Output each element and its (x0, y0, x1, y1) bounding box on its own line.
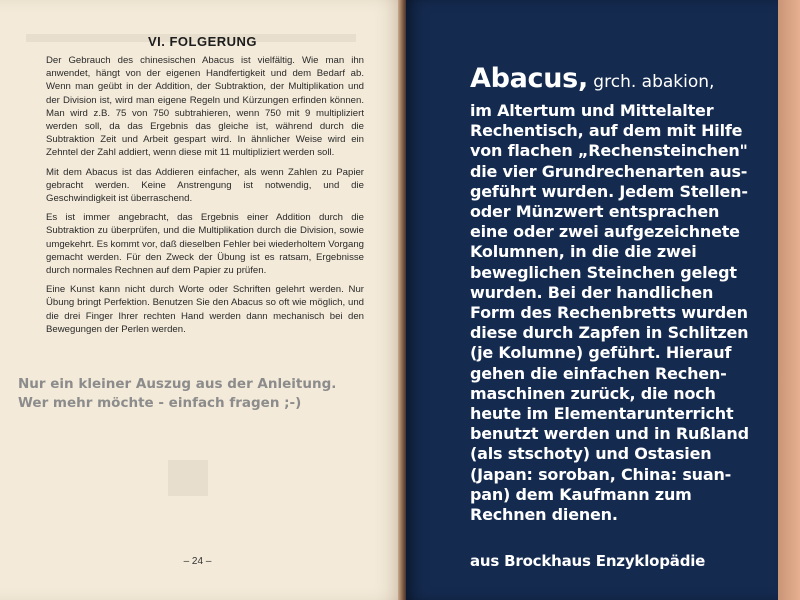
definition-line: heute im Elementarunterricht (470, 404, 734, 424)
definition-title (470, 63, 770, 94)
definition-line: maschinen zurück, die noch (470, 383, 716, 403)
definition-line: gehen die einfachen Rechen- (470, 363, 727, 383)
definition-line: (als stschoty) und Ostasien (470, 444, 712, 464)
paragraph: Der Gebrauch des chinesischen Abacus ist vielfältig. Wie man ihn anwendet, hängt von der eigenen Handfertigkeit und dem Bedarf ab. Wenn man geübt in der Addition, der Subtraktion, der Multiplikation und der Division ist, wird man eigene Regeln und Kürzungen erfinden können. Man wird z.B. 75 von 750 subtrahieren, wenn 750 mit 9 multipliziert werden soll, da das Ergebnis das gleiche ist, während durch die Subtraktion Zeit und Arbeit gespart wird. In ähnlicher Weise wird ein Zehntel der Zahl addiert, wenn diese mit 11 multipliziert werden soll. (46, 55, 364, 159)
overlay-note (18, 375, 398, 413)
source-citation: aus Brockhaus Enzyklopädie (470, 552, 706, 570)
definition-line: im Altertum und Mittelalter (470, 101, 714, 120)
definition-line: pan) dem Kaufmann zum (470, 484, 692, 504)
definition-line: oder Münzwert entsprachen (470, 202, 720, 222)
paragraph: Eine Kunst kann nicht durch Worte oder Schriften gelehrt werden. Nur Übung bringt Perfektion. Benutzen Sie den Abacus so oft wie möglich, und die drei Finger Ihrer rechten Hand werden dann mechanisch bei den Bewegungen der Perlen werden. (46, 284, 364, 335)
overlay-note-line: Nur ein kleiner Auszug aus der Anleitung. (18, 376, 337, 392)
title-etymology: grch. abakion, (587, 72, 715, 92)
title-word: Abacus, (470, 63, 588, 94)
definition-line: wurden. Bei der handlichen (470, 282, 714, 302)
definition-block (470, 63, 770, 525)
definition-line: die vier Grundrechenarten aus- (470, 161, 748, 181)
definition-line: Kolumnen, in die die zwei (470, 242, 697, 262)
definition-line: benutzt werden und in Rußland (470, 424, 749, 444)
definition-line: von flachen „Rechensteinchen" (470, 141, 748, 161)
definition-line: Rechentisch, auf dem mit Hilfe (470, 121, 743, 141)
section-heading: VI. FOLGERUNG (147, 34, 258, 49)
definition-line: geführt wurden. Jedem Stellen- (470, 181, 748, 201)
paragraph: Mit dem Abacus ist das Addieren einfacher, als wenn Zahlen zu Papier gebracht werden. Keine Anstrengung ist notwendig, und die Geschwindigkeit ist überraschend. (46, 166, 364, 205)
page-edge (778, 0, 800, 600)
bleed-through-image (168, 460, 208, 496)
definition-line: (je Kolumne) geführt. Hierauf (470, 343, 732, 363)
definition-line: diese durch Zapfen in Schlitzen (470, 323, 749, 343)
paragraph: Es ist immer angebracht, das Ergebnis einer Addition durch die Subtraktion zu überprüfen, und die Multiplikation durch die Division, sowie umgekehrt. Es kommt vor, daß dieselben Fehler bei wiederholtem Vorgang gemacht werden. Für den Zweck der Übung ist es ratsam, Ergebnisse durch normales Rechnen auf dem Papier zu prüfen. (46, 212, 364, 277)
definition-line: (Japan: soroban, China: suan- (470, 464, 732, 484)
page-number: – 24 – (183, 556, 212, 567)
section-body (46, 54, 364, 342)
definition-line: beweglichen Steinchen gelegt (470, 262, 737, 282)
definition-line: Rechnen dienen. (470, 505, 618, 525)
definition-body (470, 101, 770, 525)
definition-line: eine oder zwei aufgezeichnete (470, 222, 740, 242)
definition-line: Form des Rechenbretts wurden (470, 303, 748, 323)
overlay-note-line: Wer mehr möchte - einfach fragen ;-) (18, 395, 302, 411)
